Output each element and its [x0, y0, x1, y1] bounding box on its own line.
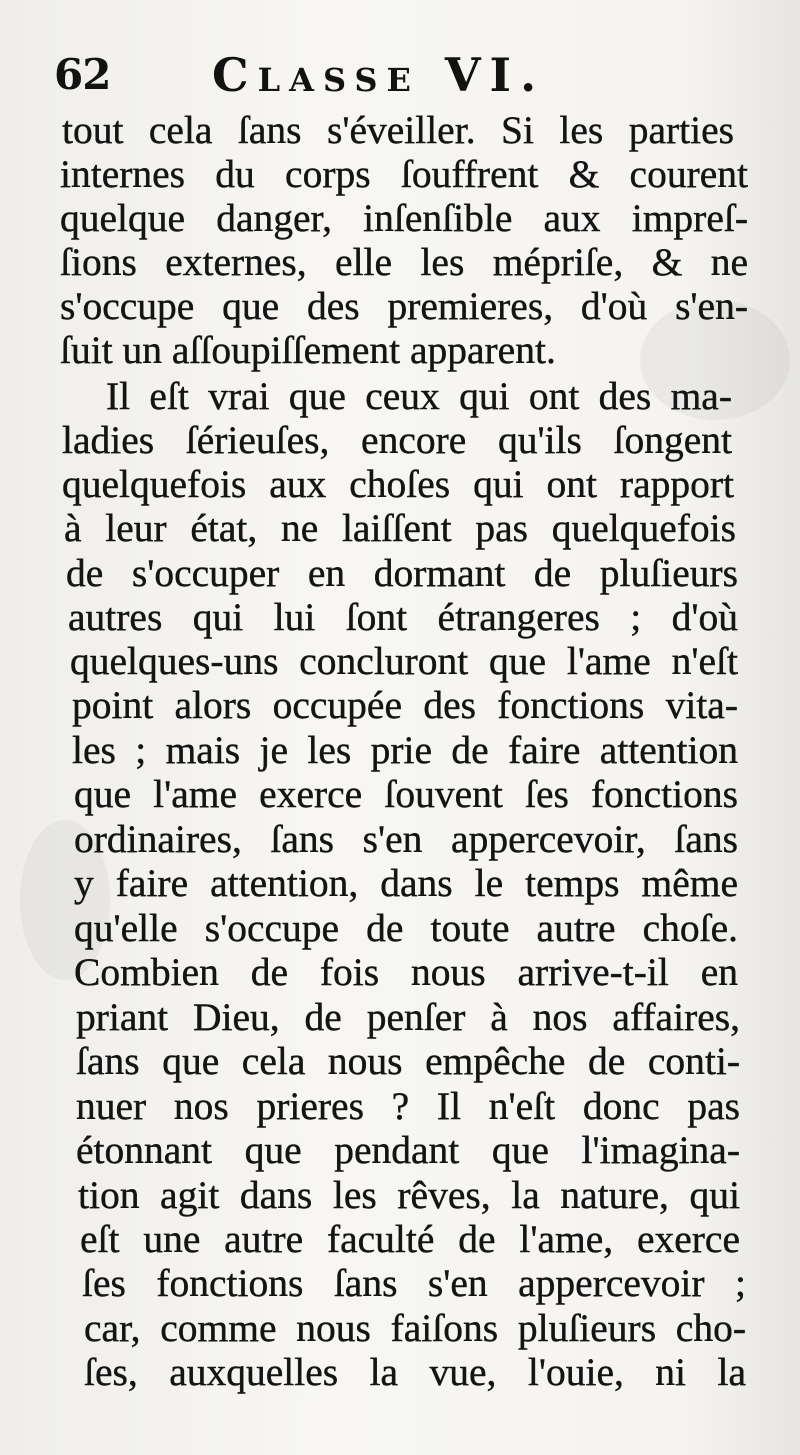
text-line: ſes fonctions ſans s'en appercevoir ;: [82, 1261, 746, 1305]
text-line: qu'elle s'occupe de toute autre choſe.: [74, 906, 738, 950]
text-line: priant Dieu, de penſer à nos affaires,: [76, 995, 740, 1039]
page-number: 62: [54, 50, 111, 99]
chapter-title: Classe VI.: [212, 48, 546, 102]
text-line: Combien de fois nous arrive-t-il en: [74, 950, 738, 994]
text-line: y faire attention, dans le temps même: [74, 861, 738, 905]
text-line: les ; mais je les prie de faire attention: [72, 728, 738, 772]
text-line: car, comme nous faiſons pluſieurs cho-: [84, 1306, 746, 1350]
text-line: ſuit un aſſoupiſſement apparent.: [60, 328, 556, 372]
text-line: tout cela ſans s'éveiller. Si les parties: [62, 108, 734, 152]
text-line: Il eſt vrai que ceux qui ont des ma-: [106, 374, 732, 418]
text-line: quelquefois aux choſes qui ont rapport: [62, 462, 734, 506]
text-line: eſt une autre faculté de l'ame, exerce: [80, 1217, 740, 1261]
text-line: étonnant que pendant que l'imagina-: [76, 1128, 740, 1172]
text-line: ſions externes, elle les mépriſe, & ne: [60, 240, 748, 284]
text-line: ladies ſérieuſes, encore qu'ils ſongent: [62, 418, 732, 462]
text-line: internes du corps ſouffrent & courent: [60, 152, 748, 196]
text-line: autres qui lui ſont étrangeres ; d'où: [68, 595, 738, 639]
text-line: point alors occupée des fonctions vita-: [72, 683, 738, 727]
text-line: quelques-uns concluront que l'ame n'eſt: [70, 639, 738, 683]
text-line: à leur état, ne laiſſent pas quelquefois: [64, 506, 736, 550]
text-line: nuer nos prieres ? Il n'eſt donc pas: [76, 1084, 740, 1128]
text-line: quelque danger, inſenſible aux impreſ-: [60, 196, 748, 240]
text-line: ordinaires, ſans s'en appercevoir, ſans: [74, 817, 738, 861]
text-line: s'occupe que des premieres, d'où s'en-: [60, 284, 748, 328]
text-line: ſans que cela nous empêche de conti-: [76, 1039, 740, 1083]
text-line: tion agit dans les rêves, la nature, qui: [78, 1173, 740, 1217]
text-line: que l'ame exerce ſouvent ſes fonctions: [74, 772, 738, 816]
text-line: ſes, auxquelles la vue, l'ouie, ni la: [84, 1350, 746, 1394]
text-line: de s'occuper en dormant de pluſieurs: [66, 551, 738, 595]
